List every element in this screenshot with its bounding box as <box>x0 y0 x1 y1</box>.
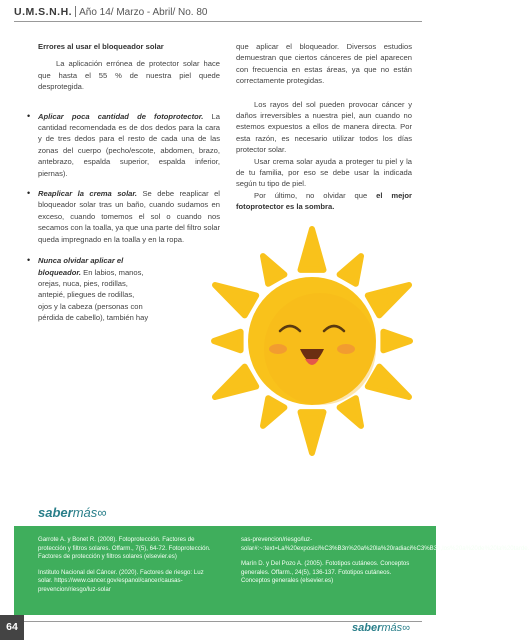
bullet-icon: • <box>27 110 31 121</box>
page-number: 64 <box>0 615 24 640</box>
sun-ray <box>215 285 256 315</box>
header-separator <box>75 6 76 17</box>
reference-item: Marín D. y Del Pozo A. (2005). Fototipos cutáneos. Conceptos generales. Offarm., 24(5), 136-137. Fototipos cutáneos. Conceptos generales (elsevier.es) <box>241 560 410 585</box>
footer-logo <box>352 622 410 634</box>
bullet-lead: Nunca olvidar aplicar el bloqueador. <box>38 256 124 277</box>
footer-logo-mark-icon: ∞ <box>402 622 410 634</box>
sun-ray <box>340 256 361 284</box>
page-footer <box>0 615 436 640</box>
sun-ray <box>340 398 361 426</box>
bullet-item <box>27 188 220 245</box>
sun-ray <box>368 285 409 315</box>
sun-ray <box>383 332 410 351</box>
issue-info: Año 14/ Marzo - Abril/ No. 80 <box>79 7 208 18</box>
sabermas-logo <box>38 505 107 520</box>
reference-item: Garrote A. y Bonet R. (2008). Fotoprotección. Factores de protección y filtros solares. Offarm., 7(5), 64-72. Fotoprotección. Factores de protección y filtros solares (elsevier.es) <box>38 536 211 561</box>
logo-part-mas: más <box>72 505 98 520</box>
sun-ray <box>368 367 409 397</box>
bullet-icon: • <box>27 188 31 199</box>
references-box <box>14 526 529 615</box>
bullet-text: La cantidad recomendada es de dos dedos para la cara y de tres dedos para el resto de cada una de las zonas del cuerpo (pecho/escote, abdomen, brazo, antebrazo, espalda superior, espalda inferior, piernas). <box>38 111 220 178</box>
intro-paragraph: La aplicación errónea de protector solar hace que hasta el 55 % de nuestra piel quede desprotegida. <box>38 59 220 92</box>
reference-item: sas-prevencion/riesgo/luz-solar#:~:text=La%20exposici%C3%B3n%20a%20la%20radiaci%C3%B3n,los%20a%20de%20la%20tarde. <box>241 536 529 552</box>
sun-ray <box>215 367 256 397</box>
header-rule <box>14 21 422 22</box>
references-left <box>38 536 216 602</box>
left-column <box>27 41 220 330</box>
sun-ray <box>263 256 284 284</box>
references-right <box>241 536 529 593</box>
bullet-lead: Aplicar poca cantidad de fotoprotector. <box>38 111 204 121</box>
logo-part-saber: saber <box>38 505 73 520</box>
sun-illustration <box>196 225 428 457</box>
sun-ray <box>263 398 284 426</box>
closing-emphasis: el mejor fotoprotector es la sombra. <box>236 190 413 212</box>
sun-ray <box>214 332 241 351</box>
sun-ray <box>301 229 324 270</box>
section-title: Errores al usar el bloqueador solar <box>38 42 164 51</box>
bullet-text: Se debe reaplicar el bloqueador solar tras un baño, cuando sudamos en exceso, cuando tomemos el sol o cuando nos secamos con la toalla, ya que una parte del filtro solar queda impregnado en la toalla y en la ropa. <box>38 189 220 244</box>
bullet-lead: Reaplicar la crema solar. <box>38 189 138 199</box>
footer-logo-part-saber: saber <box>352 622 382 634</box>
sun-ray <box>301 412 324 453</box>
running-header <box>14 6 208 18</box>
bullet-item <box>27 255 150 323</box>
closing-text: Por último, no olvidar que <box>254 190 377 200</box>
footer-logo-part-mas: más <box>381 622 403 634</box>
left-cheek <box>269 344 287 354</box>
paragraph: Usar crema solar ayuda a proteger tu piel y la de tu familia, por eso se debe usar la indicada según tu tipo de piel. <box>236 156 412 189</box>
logo-mark-icon: ∞ <box>97 505 107 520</box>
bullet-text: En labios, manos, orejas, nuca, pies, rodillas, antepié, pliegues de rodillas, ojos y la cabeza (personas con pérdida de cabello), también hay <box>38 267 149 323</box>
bullet-icon: • <box>27 255 31 266</box>
reference-item: Instituto Nacional del Cáncer. (2020). Factores de riesgo: Luz solar. https://www.cancer.gov/espanol/cancer/causas-prevencion/riesgo/luz-solar <box>38 568 204 593</box>
right-cheek <box>337 344 355 354</box>
publication-name: U.M.S.N.H. <box>14 6 73 18</box>
closing-paragraph <box>236 190 412 213</box>
right-column <box>236 41 412 219</box>
paragraph: que aplicar el bloqueador. Diversos estudios demuestran que ciertos cánceres de piel aparecen con frecuencia en estas áreas, ya que no están correctamente protegidas. <box>236 42 412 86</box>
paragraph: Los rayos del sol pueden provocar cáncer y daños irreversibles a nuestra piel, aun cuando no estemos expuestos a ellos de manera directa. Por esta razón, es necesario utilizar todos los días protector solar. <box>236 99 412 155</box>
bullet-item <box>27 110 220 179</box>
